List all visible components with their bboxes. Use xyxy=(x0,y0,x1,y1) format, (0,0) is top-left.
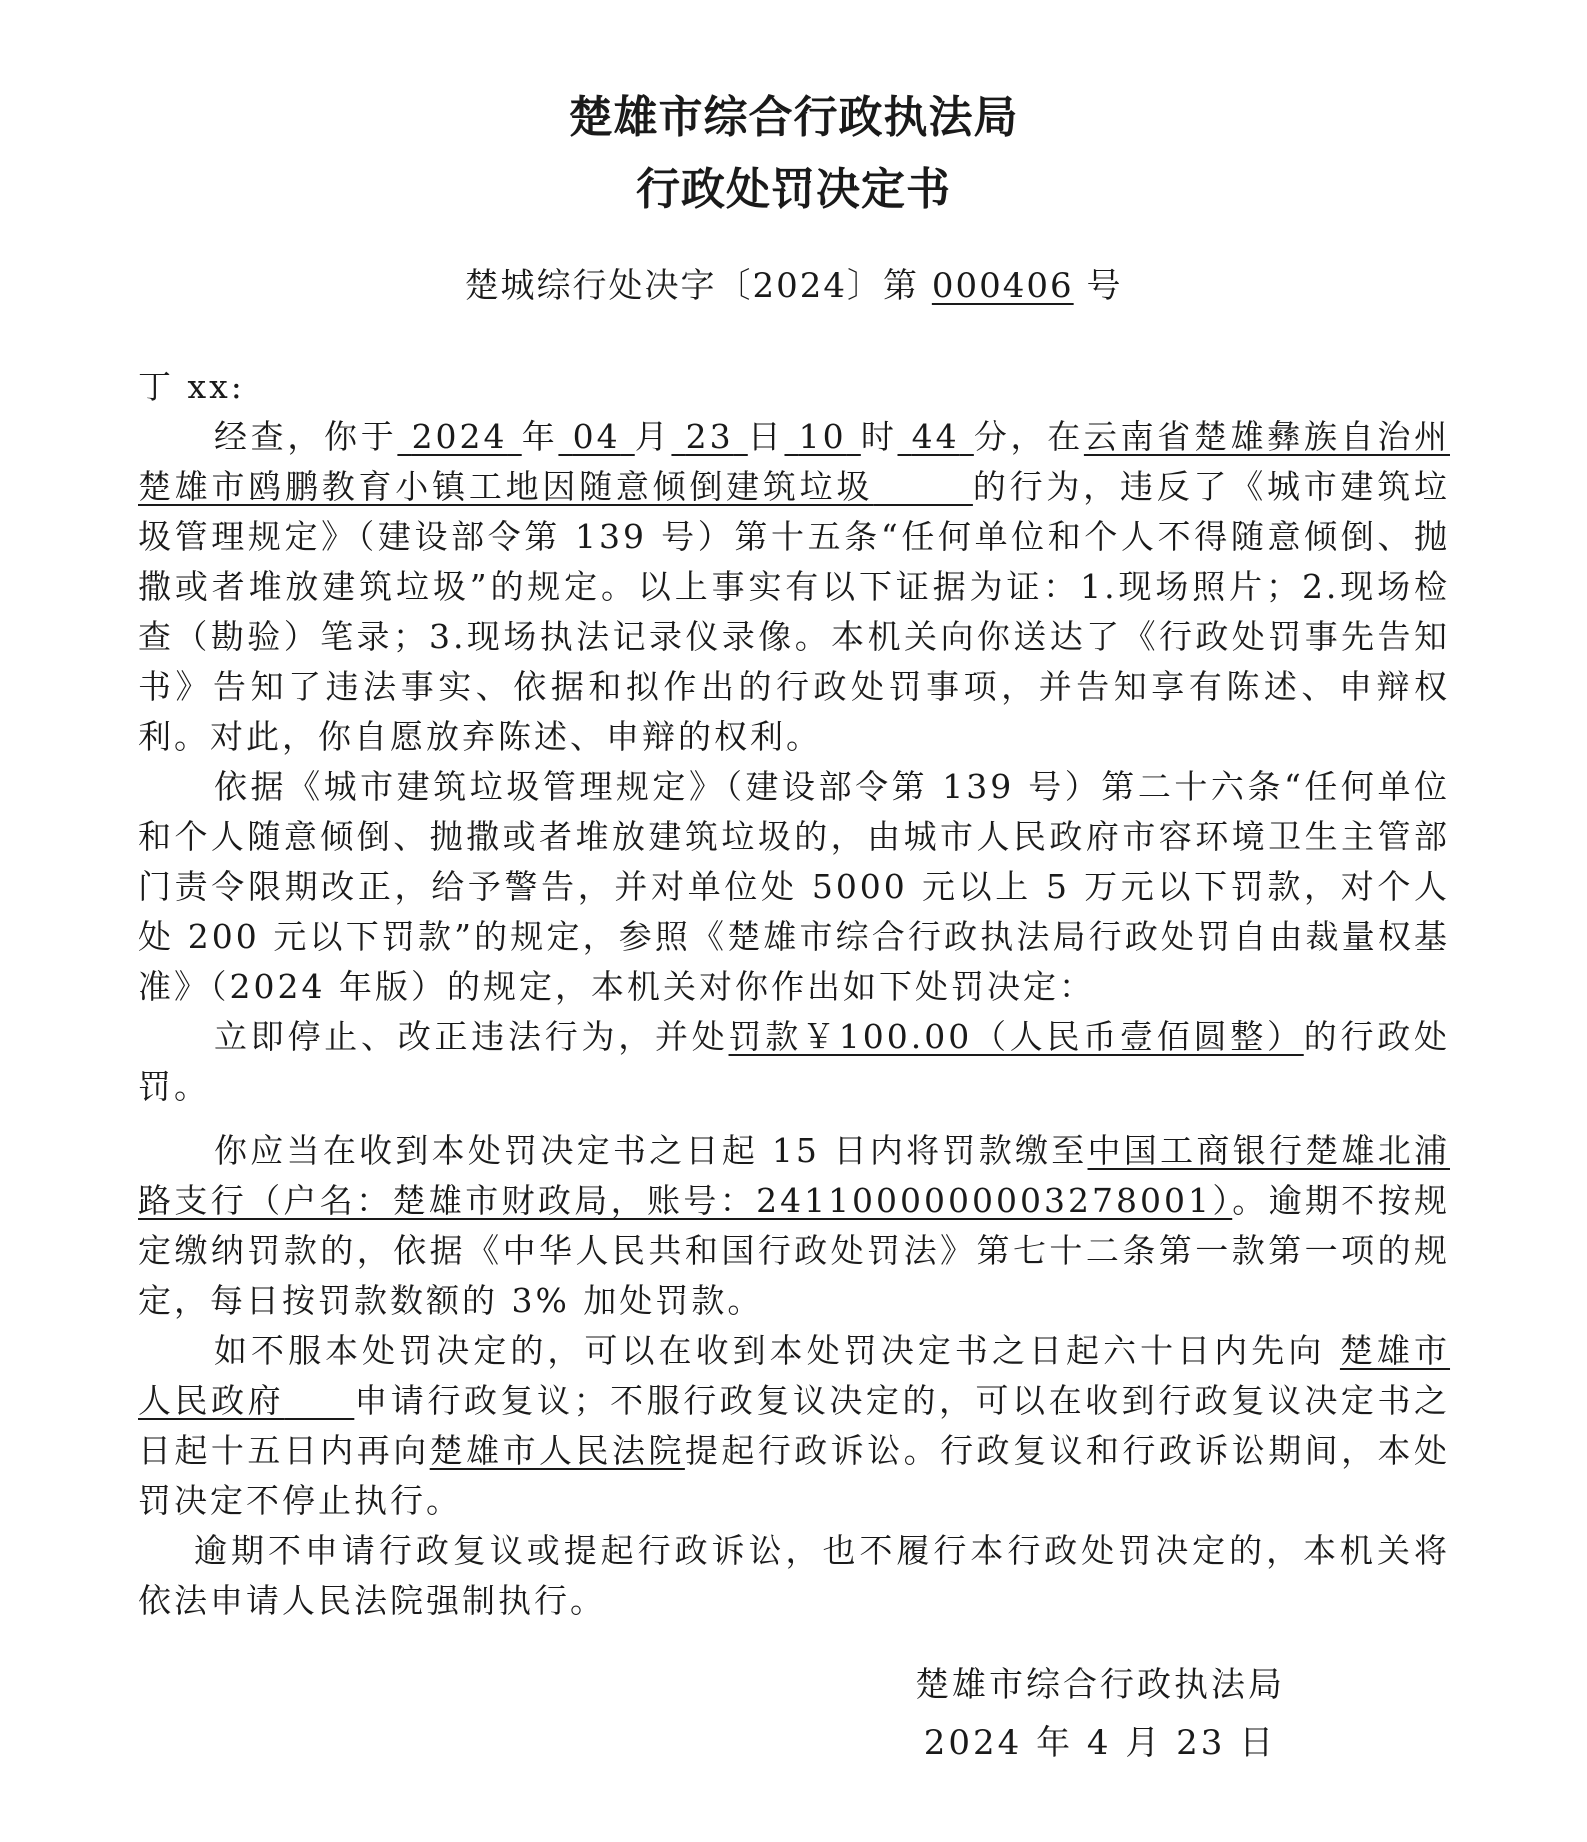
document-number-suffix: 号 xyxy=(1086,266,1123,306)
appeal-paragraph xyxy=(138,1326,1450,1526)
enforcement-paragraph: 逾期不申请行政复议或提起行政诉讼，也不履行本行政处罚决定的，本机关将依法申请人民法院强制执行。 xyxy=(138,1531,1450,1620)
facts-rest: 的行为，违反了《城市建筑垃圾管理规定》（建设部令第 139 号）第十五条“任何单位和个人不得随意倾倒、抛撒或者堆放建筑垃圾”的规定。以上事实有以下证据为证：1.现场照片；2.现场检查（勘验）笔录；3.现场执法记录仪录像。本机关向你送达了《行政处罚事先告知书》告知了违法事实、依据和拟作出的行政处罚事项，并告知享有陈述、申辩权利。对此，你自愿放弃陈述、申辩的权利。 xyxy=(138,467,1451,756)
decision-lead: 立即停止、改正违法行为，并处 xyxy=(214,1017,729,1056)
appeal-government: 楚雄市人民政府 xyxy=(138,1331,1451,1420)
payment-tail: 。逾期不按规定缴纳罚款的，依据《中华人民共和国行政处罚法》第七十二条第一款第一项的规定，每日按罚款数额的 3% 加处罚款。 xyxy=(138,1181,1451,1320)
signature-date: 2024 年 4 月 23 日 xyxy=(923,1723,1277,1763)
decision-paragraph xyxy=(138,1012,1450,1112)
document-number-value: 000406 xyxy=(931,266,1074,306)
fine-amount: 罚款￥100.00（人民币壹佰圆整） xyxy=(728,1017,1304,1056)
payment-paragraph xyxy=(138,1126,1450,1326)
violation-day: 23 xyxy=(685,417,734,456)
recipient-line: 丁 xx: xyxy=(138,367,245,406)
facts-lead: 经查，你于 xyxy=(214,417,398,456)
appeal-mid: 申请行政复议；不服行政复议决定的，可以在收到行政复议决定书之日起十五日内再向 xyxy=(138,1381,1451,1470)
day-unit: 日 xyxy=(747,417,785,456)
violation-location-behavior: 云南省楚雄彝族自治州楚雄市鸥鹏教育小镇工地因随意倾倒建筑垃圾 xyxy=(138,417,1450,506)
violation-hour: 10 xyxy=(798,417,847,456)
appeal-tail: 提起行政诉讼。行政复议和行政诉讼期间，本处罚决定不停止执行。 xyxy=(138,1431,1451,1520)
appeal-lead: 如不服本处罚决定的，可以在收到本处罚决定书之日起六十日内先向 xyxy=(214,1331,1326,1370)
decision-tail: 的行政处罚。 xyxy=(138,1017,1451,1106)
month-unit: 月 xyxy=(634,417,672,456)
hour-unit: 时 xyxy=(860,417,898,456)
violation-month: 04 xyxy=(572,417,621,456)
document-type-title: 行政处罚决定书 xyxy=(636,164,951,215)
document-number xyxy=(0,262,1587,310)
violation-year: 2024 xyxy=(411,417,508,456)
document-number-prefix: 楚城综行处决字〔2024〕第 xyxy=(464,266,920,306)
appeal-court: 楚雄市人民法院 xyxy=(429,1431,685,1470)
facts-paragraph xyxy=(138,412,1450,762)
document-body xyxy=(138,362,1450,1626)
violation-minute: 44 xyxy=(911,417,960,456)
payment-lead: 你应当在收到本处罚决定书之日起 15 日内将罚款缴至 xyxy=(214,1131,1088,1170)
legal-basis-paragraph: 依据《城市建筑垃圾管理规定》（建设部令第 139 号）第二十六条“任何单位和个人随意倾倒、抛撒或者堆放建筑垃圾的，由城市人民政府市容环境卫生主管部门责令限期改正，给予警告，并对单位处 5000 元以上 5 万元以下罚款，对个人处 200 元以下罚款”的规定，参照《楚雄市综合行政执法局行政处罚自由裁量权基准》（2024 年版）的规定，本机关对你作出如下处罚决定： xyxy=(138,767,1450,1006)
payment-bank-account: 中国工商银行楚雄北浦路支行（户名：楚雄市财政局，账号：2411000000003278001） xyxy=(138,1131,1450,1220)
minute-unit: 分，在 xyxy=(973,417,1084,456)
year-unit: 年 xyxy=(521,417,559,456)
agency-title: 楚雄市综合行政执法局 xyxy=(568,92,1019,143)
signature-agency: 楚雄市综合行政执法局 xyxy=(915,1665,1285,1705)
